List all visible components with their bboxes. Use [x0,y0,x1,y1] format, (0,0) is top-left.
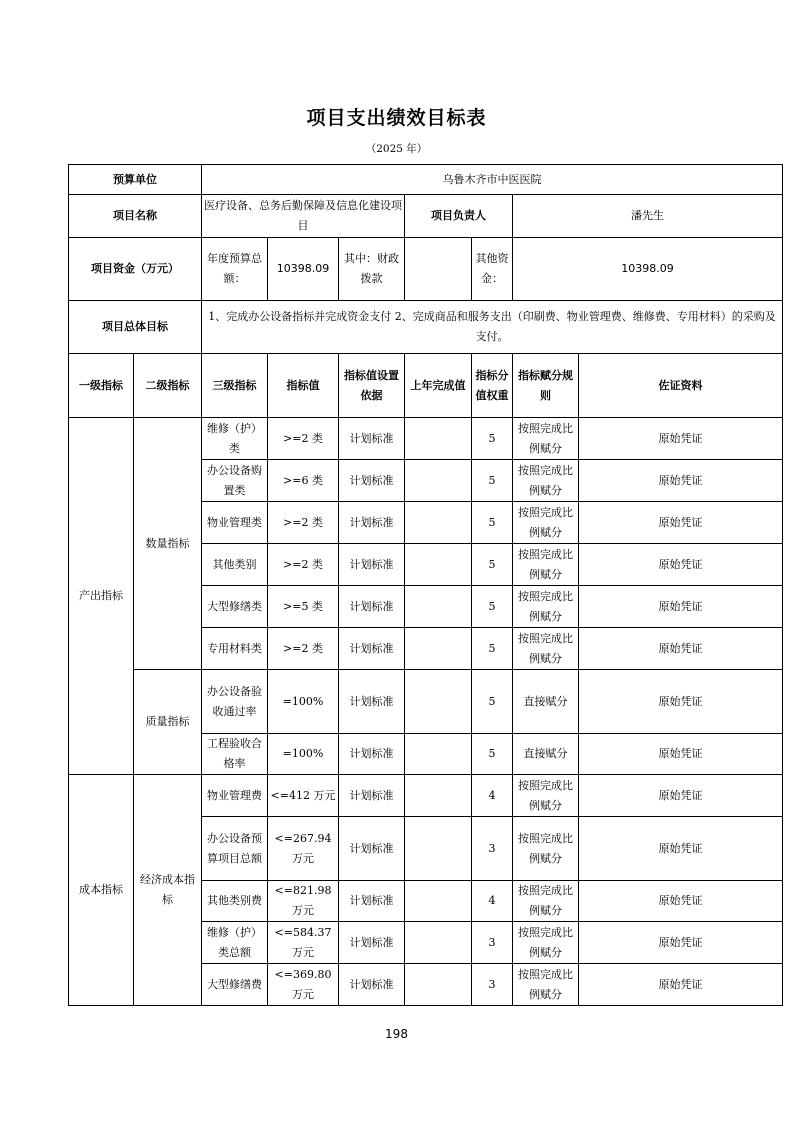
cell-evidence: 原始凭证 [579,502,783,544]
page-number: 198 [385,1027,408,1041]
cell-basis: 计划标准 [339,670,405,734]
cell-weight: 4 [472,775,513,817]
cell-prev [405,817,472,881]
cell-value: =100% [268,670,339,734]
table-row [69,775,783,817]
cell-prev [405,628,472,670]
cell-prev [405,502,472,544]
header-cell: 佐证资料 [579,354,783,418]
cell-level3: 办公设备验收通过率 [202,670,268,734]
cell-value: >=2 类 [268,502,339,544]
cell-level3: 其他类别 [202,544,268,586]
cell-level3: 维修（护）类 [202,418,268,460]
fiscal-label: 其中：财政拨款 [339,238,405,301]
header-cell: 上年完成值 [405,354,472,418]
cell-rule: 直接赋分 [513,670,579,734]
cell-evidence: 原始凭证 [579,964,783,1006]
cell-basis: 计划标准 [339,881,405,922]
cell-evidence: 原始凭证 [579,670,783,734]
table-row [69,670,783,734]
cell-value: <=412 万元 [268,775,339,817]
header-cell: 指标分值权重 [472,354,513,418]
cell-prev [405,734,472,775]
level1-indicator: 成本指标 [69,775,134,1006]
cell-rule: 按照完成比例赋分 [513,964,579,1006]
annual-budget-label: 年度预算总额： [202,238,268,301]
cell-value: >=6 类 [268,460,339,502]
cell-prev [405,964,472,1006]
header-cell: 三级指标 [202,354,268,418]
cell-weight: 5 [472,418,513,460]
budget-unit-label: 预算单位 [69,165,202,195]
cell-weight: 4 [472,881,513,922]
cell-weight: 5 [472,628,513,670]
cell-basis: 计划标准 [339,817,405,881]
cell-weight: 3 [472,817,513,881]
cell-value: <=267.94 万元 [268,817,339,881]
cell-basis: 计划标准 [339,734,405,775]
cell-weight: 5 [472,502,513,544]
header-cell: 指标值 [268,354,339,418]
cell-value: >=2 类 [268,628,339,670]
table-header-row [69,354,783,418]
cell-basis: 计划标准 [339,502,405,544]
cell-basis: 计划标准 [339,460,405,502]
cell-evidence: 原始凭证 [579,628,783,670]
cell-weight: 3 [472,964,513,1006]
cell-level3: 物业管理类 [202,502,268,544]
page-title: 项目支出绩效目标表 [306,107,487,129]
cell-level3: 大型修缮类 [202,586,268,628]
fiscal-value [405,238,472,301]
cell-rule: 按照完成比例赋分 [513,775,579,817]
cell-basis: 计划标准 [339,418,405,460]
cell-level3: 办公设备购置类 [202,460,268,502]
cell-evidence: 原始凭证 [579,817,783,881]
cell-level3: 专用材料类 [202,628,268,670]
cell-rule: 按照完成比例赋分 [513,881,579,922]
level2-indicator: 数量指标 [134,418,202,670]
cell-level3: 物业管理费 [202,775,268,817]
cell-evidence: 原始凭证 [579,418,783,460]
cell-rule: 按照完成比例赋分 [513,922,579,964]
cell-basis: 计划标准 [339,775,405,817]
budget-unit-value: 乌鲁木齐市中医医院 [202,165,783,195]
level2-indicator: 质量指标 [134,670,202,775]
header-cell: 指标值设置依据 [339,354,405,418]
project-funds-label: 项目资金（万元） [69,238,202,301]
header-cell: 二级指标 [134,354,202,418]
cell-prev [405,418,472,460]
cell-rule: 按照完成比例赋分 [513,460,579,502]
cell-rule: 按照完成比例赋分 [513,502,579,544]
table-row [69,418,783,460]
project-name-value: 医疗设备、总务后勤保障及信息化建设项目 [202,195,405,238]
cell-evidence: 原始凭证 [579,460,783,502]
cell-value: >=5 类 [268,586,339,628]
cell-rule: 按照完成比例赋分 [513,628,579,670]
cell-prev [405,881,472,922]
cell-value: <=369.80 万元 [268,964,339,1006]
cell-level3: 其他类别费 [202,881,268,922]
cell-prev [405,586,472,628]
header-cell: 指标赋分规则 [513,354,579,418]
cell-rule: 直接赋分 [513,734,579,775]
cell-evidence: 原始凭证 [579,734,783,775]
cell-value: <=821.98 万元 [268,881,339,922]
cell-value: <=584.37 万元 [268,922,339,964]
cell-basis: 计划标准 [339,922,405,964]
level2-indicator: 经济成本指标 [134,775,202,1006]
other-funds-value: 10398.09 [513,238,783,301]
cell-prev [405,670,472,734]
project-leader-label: 项目负责人 [405,195,513,238]
header-cell: 一级指标 [69,354,134,418]
cell-weight: 3 [472,922,513,964]
cell-weight: 5 [472,544,513,586]
cell-weight: 5 [472,670,513,734]
cell-rule: 按照完成比例赋分 [513,817,579,881]
cell-level3: 办公设备预算项目总额 [202,817,268,881]
cell-value: >=2 类 [268,418,339,460]
performance-table [68,164,783,1006]
cell-prev [405,775,472,817]
cell-evidence: 原始凭证 [579,775,783,817]
level1-indicator: 产出指标 [69,418,134,775]
cell-value: =100% [268,734,339,775]
cell-evidence: 原始凭证 [579,586,783,628]
cell-evidence: 原始凭证 [579,881,783,922]
cell-weight: 5 [472,734,513,775]
cell-level3: 大型修缮费 [202,964,268,1006]
cell-prev [405,544,472,586]
cell-rule: 按照完成比例赋分 [513,586,579,628]
cell-basis: 计划标准 [339,964,405,1006]
overall-goal-value: 1、完成办公设备指标并完成资金支付 2、完成商品和服务支出（印刷费、物业管理费、维修费、专用材料）的采购及支付。 [202,301,783,354]
cell-basis: 计划标准 [339,586,405,628]
cell-evidence: 原始凭证 [579,922,783,964]
project-name-label: 项目名称 [69,195,202,238]
cell-basis: 计划标准 [339,628,405,670]
cell-weight: 5 [472,586,513,628]
overall-goal-label: 项目总体目标 [69,301,202,354]
cell-basis: 计划标准 [339,544,405,586]
cell-value: >=2 类 [268,544,339,586]
annual-budget-value: 10398.09 [268,238,339,301]
cell-level3: 工程验收合格率 [202,734,268,775]
project-leader-value: 潘先生 [513,195,783,238]
cell-rule: 按照完成比例赋分 [513,544,579,586]
cell-rule: 按照完成比例赋分 [513,418,579,460]
cell-evidence: 原始凭证 [579,544,783,586]
cell-prev [405,922,472,964]
cell-weight: 5 [472,460,513,502]
year-label: （2025 年） [365,143,428,155]
cell-prev [405,460,472,502]
other-funds-label: 其他资金： [472,238,513,301]
cell-level3: 维修（护）类总额 [202,922,268,964]
